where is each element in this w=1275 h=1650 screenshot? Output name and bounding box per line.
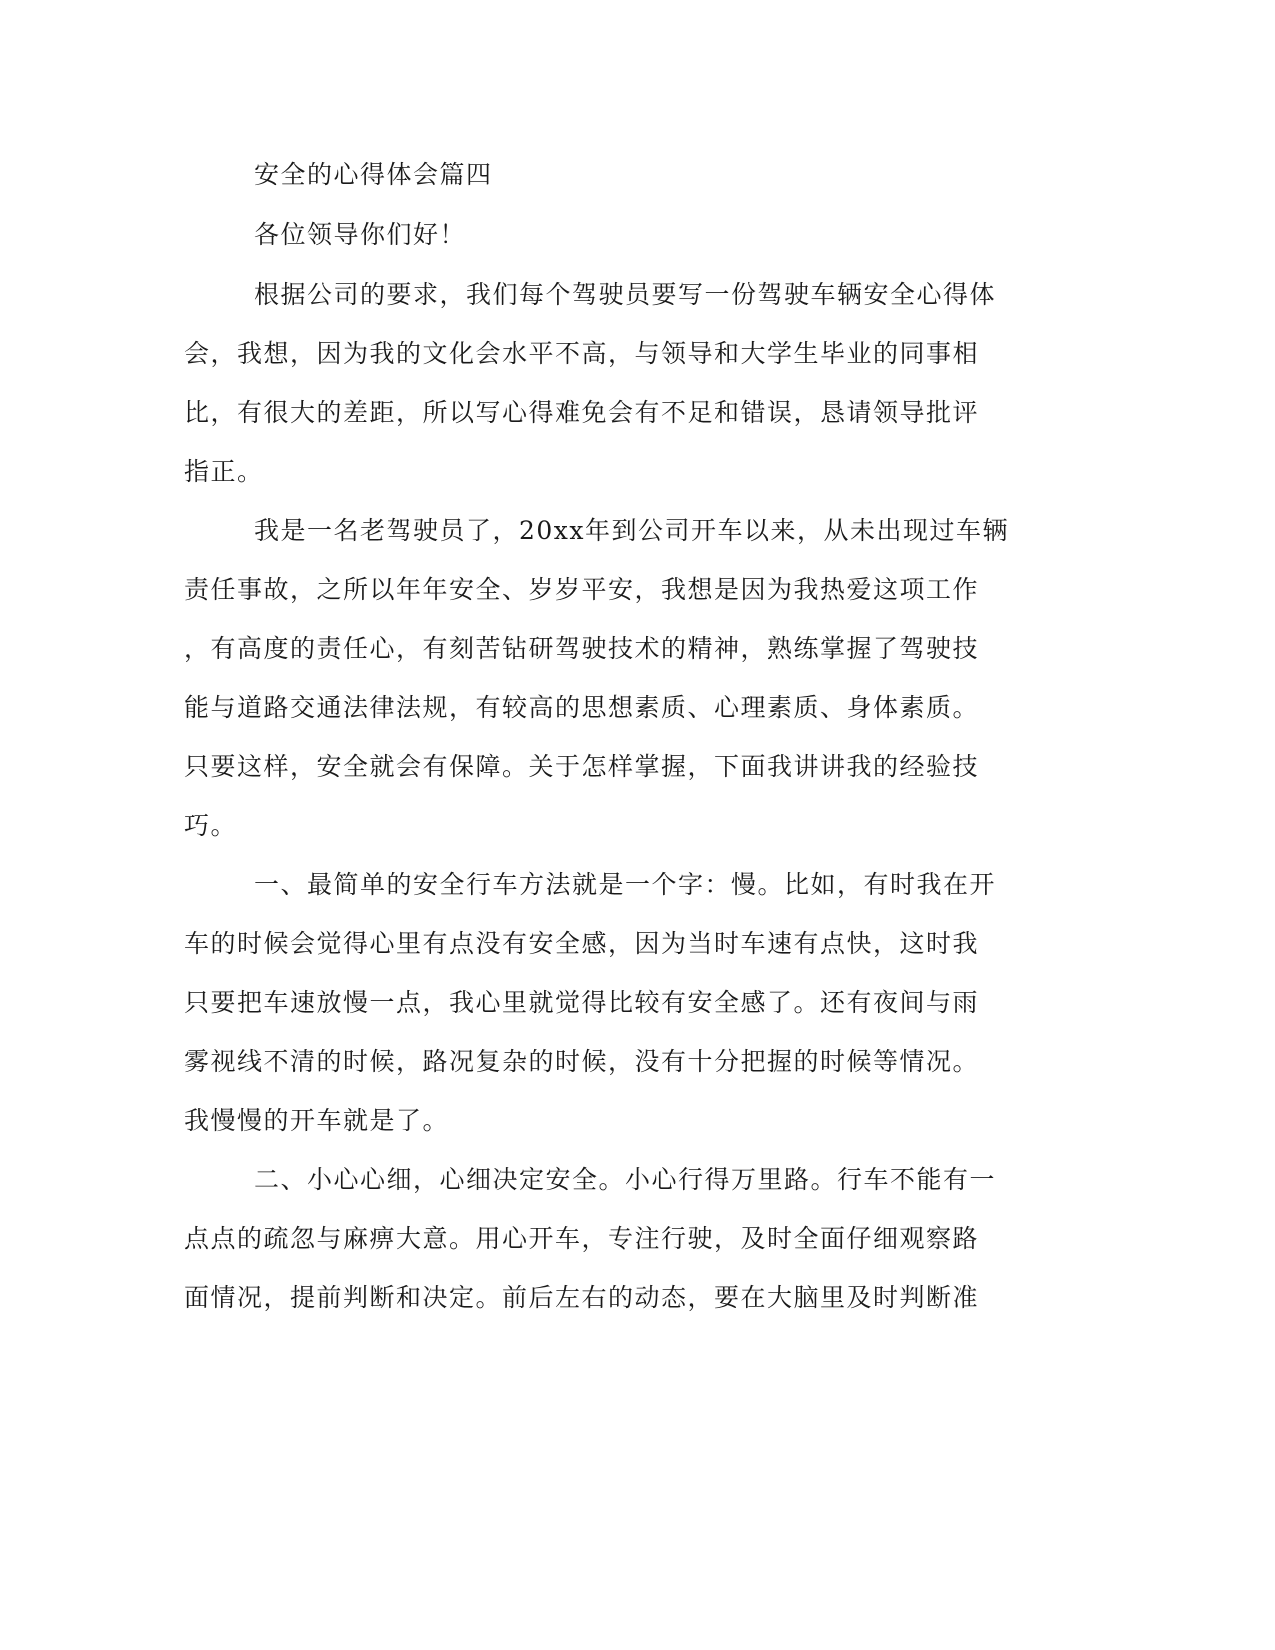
paragraph-line: 面情况，提前判断和决定。前后左右的动态，要在大脑里及时判断准 — [184, 1283, 980, 1312]
paragraph-line: 点点的疏忽与麻痹大意。用心开车，专注行驶，及时全面仔细观察路 — [184, 1224, 980, 1253]
paragraph-line: 比，有很大的差距，所以写心得难免会有不足和错误，恳请领导批评 — [184, 398, 980, 427]
paragraph-line: ，有高度的责任心，有刻苦钻研驾驶技术的精神，熟练掌握了驾驶技 — [184, 634, 980, 663]
paragraph-line: 能与道路交通法律法规，有较高的思想素质、心理素质、身体素质。 — [184, 693, 980, 722]
paragraph-line: 根据公司的要求，我们每个驾驶员要写一份驾驶车辆安全心得体 — [254, 280, 997, 309]
paragraph-line: 只要这样，安全就会有保障。关于怎样掌握，下面我讲讲我的经验技 — [184, 752, 980, 781]
paragraph-line: 责任事故，之所以年年安全、岁岁平安，我想是因为我热爱这项工作 — [184, 575, 980, 604]
paragraph-experience — [184, 516, 1044, 841]
paragraph-line: 只要把车速放慢一点，我心里就觉得比较有安全感了。还有夜间与雨 — [184, 988, 980, 1017]
paragraph-line: 一、最简单的安全行车方法就是一个字：慢。比如，有时我在开 — [254, 870, 997, 899]
paragraph-point-two — [184, 1165, 1044, 1313]
salutation: 各位领导你们好！ — [254, 220, 467, 249]
paragraph-point-one — [184, 870, 1044, 1136]
document-body — [184, 160, 1044, 1342]
paragraph-line: 我慢慢的开车就是了。 — [184, 1106, 450, 1135]
paragraph-line: 会，我想，因为我的文化会水平不高，与领导和大学生毕业的同事相 — [184, 339, 980, 368]
paragraph-request — [184, 280, 1044, 487]
paragraph-line: 巧。 — [184, 811, 238, 840]
paragraph-line: 车的时候会觉得心里有点没有安全感，因为当时车速有点快，这时我 — [184, 929, 980, 958]
paragraph-line: 二、小心心细，心细决定安全。小心行得万里路。行车不能有一 — [254, 1165, 997, 1194]
paragraph-line: 雾视线不清的时候，路况复杂的时候，没有十分把握的时候等情况。 — [184, 1047, 980, 1076]
paragraph-line: 指正。 — [184, 457, 264, 486]
document-heading: 安全的心得体会篇四 — [254, 160, 493, 189]
paragraph-line: 我是一名老驾驶员了，20xx年到公司开车以来，从未出现过车辆 — [254, 516, 1010, 545]
